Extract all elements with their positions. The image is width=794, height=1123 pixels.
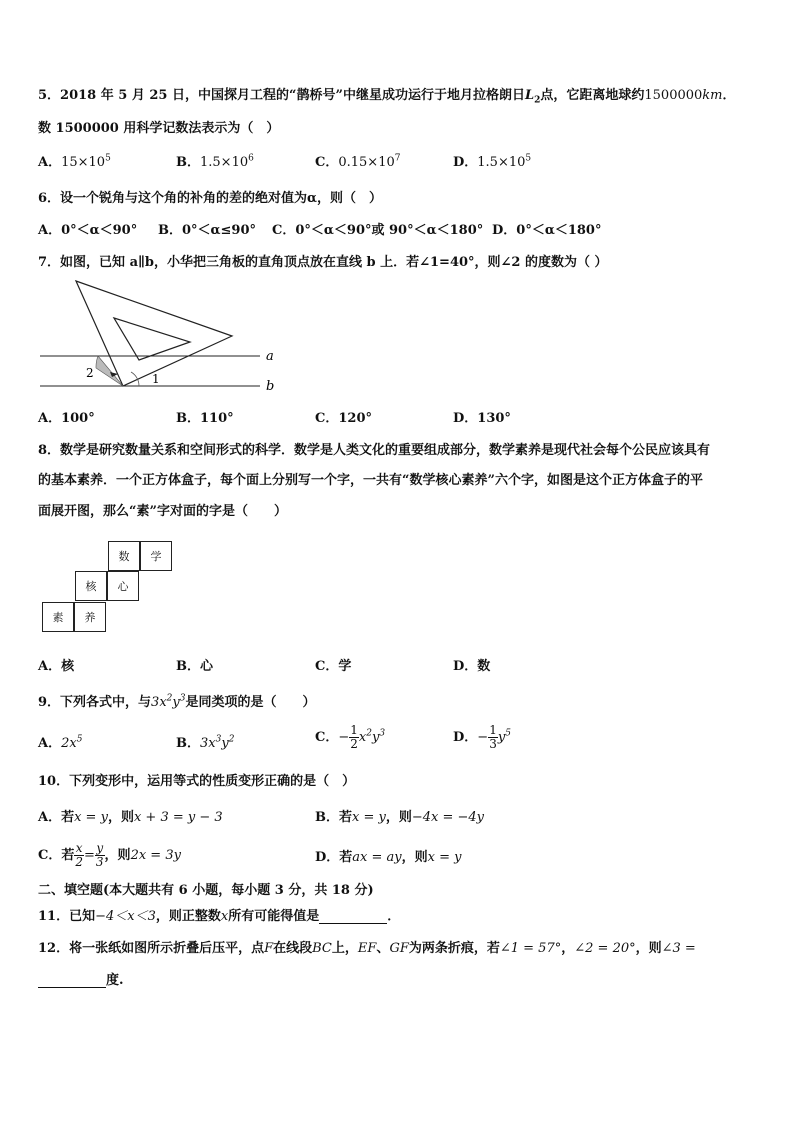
q8-option-b[interactable]: B．心 — [176, 659, 213, 674]
q7-stem: 7．如图，已知 a∥b，小华把三角板的直角顶点放在直线 b 上．若∠1=40°，则∠2 的度数为（ ） — [38, 255, 608, 270]
q10-option-a[interactable]: A．若x = y，则x + 3 = y − 3 — [38, 810, 223, 825]
q8-line1: 8．数学是研究数量关系和空间形式的科学．数学是人类文化的重要组成部分，数学素养是现代社会每个公民应该具有 — [38, 443, 711, 458]
q5-line2: 数 1500000 用科学记数法表示为（ ） — [38, 121, 280, 136]
q7-option-b[interactable]: B．110° — [176, 411, 234, 426]
q12-line2: 度. — [38, 969, 124, 988]
angle-1-arc — [131, 372, 139, 386]
net-cell-su: 素 — [42, 602, 74, 632]
q7-figure — [38, 278, 288, 396]
q7-option-a[interactable]: A．100° — [38, 411, 95, 426]
q10-stem: 10．下列变形中，运用等式的性质变形正确的是（ ） — [38, 774, 356, 789]
label-a: a — [266, 349, 274, 364]
q5-option-c[interactable]: C．$0.15\times 10^7$ — [315, 153, 401, 170]
q5-line1: 5．2018 年 5 月 25 日，中国探月工程的“鹊桥号”中继星成功运行于地月拉格朗日$L_2$点，它距离地球约1500000km． — [38, 88, 736, 106]
q6-option-a[interactable]: A．0°＜α＜90° — [38, 223, 138, 238]
net-cell-yang: 养 — [74, 602, 106, 632]
label-b: b — [266, 379, 275, 394]
net-cell-shu: 数 — [108, 541, 140, 571]
label-1: 1 — [152, 372, 160, 386]
set-square-inner — [114, 318, 190, 360]
q8-option-a[interactable]: A．核 — [38, 659, 75, 674]
net-cell-xin: 心 — [107, 571, 139, 601]
q5-option-b[interactable]: B．$1.5\times 10^6$ — [176, 153, 254, 170]
q8-line3: 面展开图，那么“素”字对面的字是（ ） — [38, 504, 287, 519]
q12-line1: 12．将一张纸如图所示折叠后压平，点F在线段BC上，EF、GF为两条折痕，若∠1 = 57°，∠2 = 20°，则∠3 = — [38, 941, 696, 956]
q5-option-d[interactable]: D．$1.5\times 10^5$ — [453, 153, 532, 170]
q8-option-d[interactable]: D．数 — [453, 659, 491, 674]
q9-option-d[interactable]: D．− $\frac{1}{3}$ $y^5$ — [453, 723, 511, 751]
q9-option-a[interactable]: A．$2x^5$ — [38, 734, 83, 751]
q8-option-c[interactable]: C．学 — [315, 659, 352, 674]
q9-stem: 9．下列各式中，与$3x^2y^3$是同类项的是（ ） — [38, 693, 316, 710]
q10-option-c[interactable]: C．若 $\frac{x}{2}$ = $\frac{y}{3}$ ，则2x = 3y — [38, 841, 181, 869]
q6-option-d[interactable]: D．0°＜α＜180° — [492, 223, 602, 238]
q6-stem: 6．设一个锐角与这个角的补角的差的绝对值为α，则（ ） — [38, 191, 383, 206]
q12-answer-blank[interactable] — [38, 973, 106, 988]
q7-option-d[interactable]: D．130° — [453, 411, 511, 426]
q7-option-c[interactable]: C．120° — [315, 411, 372, 426]
q8-line2: 的基本素养．一个正方体盒子，每个面上分别写一个字，一共有“数学核心素养”六个字，如图是这个正方体盒子的平 — [38, 473, 703, 488]
q5-option-a[interactable]: A．$15\times 10^5$ — [38, 153, 111, 170]
net-cell-he: 核 — [75, 571, 107, 601]
q11-answer-blank[interactable] — [319, 909, 387, 924]
q10-option-b[interactable]: B．若x = y，则−4x = −4y — [315, 810, 485, 825]
angle-2-arc — [96, 356, 123, 386]
net-cell-xue: 学 — [140, 541, 172, 571]
section-2-heading: 二、填空题(本大题共有 6 小题，每小题 3 分，共 18 分) — [38, 883, 374, 898]
q10-option-d[interactable]: D．若ax = ay，则x = y — [315, 850, 462, 865]
label-2: 2 — [86, 366, 94, 380]
q9-option-b[interactable]: B．$3x^3y^2$ — [176, 734, 235, 751]
q6-option-b[interactable]: B．0°＜α≤90° — [158, 223, 257, 238]
q11-stem: 11．已知−4＜x＜3，则正整数x所有可能得值是 ． — [38, 909, 401, 924]
q9-term: $3x^2y^3$ — [151, 693, 186, 710]
q6-option-c[interactable]: C．0°＜α＜90°或 90°＜α＜180° — [272, 223, 484, 238]
q9-option-c[interactable]: C．− $\frac{1}{2}$ $x^2y^3$ — [315, 723, 386, 751]
